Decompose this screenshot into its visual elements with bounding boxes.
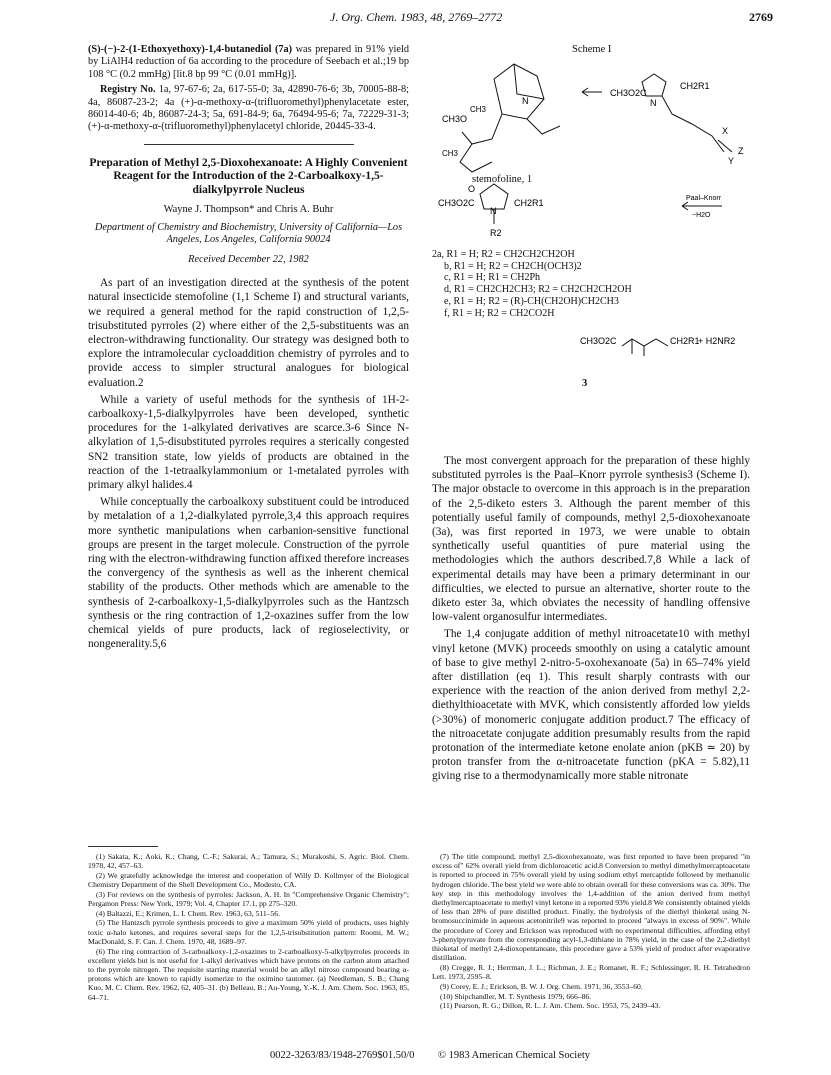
journal-citation: J. Org. Chem. 1983, 48, 2769–2772 bbox=[330, 10, 503, 24]
footnote-rule bbox=[88, 846, 158, 847]
footnote: (3) For reviews on the synthesis of pyrroles: Jackson, A. H. In "Comprehensive Organic Chemistry"; Pergamon Press: New York, 1979; Vol. 4, Chapter 17.1, pp 275–320. bbox=[88, 889, 409, 909]
compound-entry: e, R1 = H; R2 = (R)-CH(CH2OH)CH2CH3 bbox=[444, 295, 619, 307]
footnote: (4) Baltazzi, E.; Krimen, L. I. Chem. Rev. 1963, 63, 511–56. bbox=[96, 908, 280, 918]
registry-label: Registry No. bbox=[100, 84, 156, 96]
article-code: 0022-3263/83/1948-2769$01.50/0 bbox=[270, 1050, 415, 1061]
compound-entry: b, R1 = H; R2 = CH2CH(OCH3)2 bbox=[444, 260, 582, 272]
oxygen-label: O bbox=[468, 184, 476, 194]
copyright: © 1983 American Chemical Society bbox=[438, 1050, 591, 1061]
body-paragraph: While conceptually the carboalkoxy substituent could be introduced by metalation of a 1,2-dialkylated pyrrole,3,4 this approach requires more synthetic manipulations when carbanion-sensitive functional groups are present in the target molecule. Construction of the pyrrole ring with the electron-withdrawing function affixed therefore increases the convergency of the synthesis as well as the inherent chemical stability of the products. Other methods which are amenable to the synthesis of 2-carboalkoxy-1,5-dialkylpyrroles such as the Hantzsch synthesis or the ring contraction of 1,2-oxazines suffer from the low chemical yields of pure products, lack of regioselectivity, or nongenerality.5,6 bbox=[88, 496, 409, 651]
ester-label-2: CH3O2C bbox=[438, 198, 475, 208]
compound-entry: f, R1 = H; R2 = CH2CO2H bbox=[444, 307, 555, 319]
body-paragraph: While a variety of useful methods for the synthesis of 1H-2-carboalkoxy-1,5-dialkylpyrroles have been developed, synthetic procedures for the 1-alkylated derivatives are scarce.3-6 Since N-alkylation of 1,5-disubstituted pyrroles requires a sterically congested SN2 transition state, low yields of products are obtained in the reaction of the 1-tetraalkylammonium or 1-metalated pyrroles with primary alkyl halides.4 bbox=[88, 393, 409, 491]
footnote: (6) The ring contraction of 3-carboalkoxy-1,2-oxazines to 2-carboalkoxy-5-alkylpyrroles proceeds in excellent yields but is not useful for 1-alkyl derivatives which have protons on the carbon atom attached to the pyrrole nitrogen. The requisite starting material would be an alkyl nitroso compound bearing α-protons which are known to rapidly isomerize to the oximino tautomer. (a) Needleman, S. B.; Chang Kuo, M. C. Chem. Rev. 1962, 62, 405–31. (b) Belleau, B.; Au-Young, Y.-K. J. Am. Chem. Soc. 1963, 85, 64–71. bbox=[88, 946, 409, 1002]
nitrogen-label: N bbox=[522, 96, 529, 106]
footnote: (8) Cregge, R. J.; Herrman, J. L.; Richman, J. E.; Romanet, R. F.; Schlessinger, R. H. Tetrahedron Lett. 1973, 2595–8. bbox=[432, 962, 750, 982]
ch2r1-label: CH2R1 bbox=[680, 81, 710, 91]
ch2r1-label-2: CH2R1 bbox=[514, 198, 544, 208]
nitrogen-label-2: N bbox=[650, 98, 657, 108]
left-column bbox=[88, 44, 409, 654]
article-affiliation: Department of Chemistry and Biochemistry, University of California—Los Angeles, Los Angeles, California 90024 bbox=[94, 221, 403, 245]
received-date: Received December 22, 1982 bbox=[188, 253, 309, 265]
y-label: Y bbox=[728, 156, 735, 166]
compound-entry: d, R1 = CH2CH2CH3; R2 = CH2CH2CH2OH bbox=[444, 284, 632, 296]
scheme-title: Scheme I bbox=[572, 44, 612, 55]
compound-entry: c, R1 = H; R1 = CH2Ph bbox=[444, 272, 541, 284]
compound-3-label: 3 bbox=[582, 378, 588, 389]
footnote: (9) Corey, E. J.; Erickson, B. W. J. Org. Chem. 1971, 36, 3553–60. bbox=[440, 981, 643, 991]
footnote: (2) We gratefully acknowledge the interest and cooperation of Willy D. Kollmyer of the Biological Chemistry Department of the Shell Development Co., Modesto, CA. bbox=[88, 870, 409, 890]
body-paragraph: As part of an investigation directed at the synthesis of the potent natural insecticide stemofoline (1,1 Scheme I) and structural variants, we required a general method for the rapid construction of 1,2,5-trisubstituted pyrroles (2) where either of the 2,5-substituents was an electron-withdrawing functionality. Our strategy was designed both to explore the intramolecular cycloaddition chemistry of pyrroles and to provide access to simpler structural analogues for biological evaluation.2 bbox=[88, 277, 409, 389]
compound-name: (S)-(−)-2-(1-Ethoxyethoxy)-1,4-butanediol (7a) bbox=[88, 44, 293, 55]
ester-label-3: CH3O2C bbox=[580, 336, 617, 346]
footnotes-right bbox=[432, 852, 750, 1011]
ch3-label: CH3 bbox=[470, 105, 487, 114]
prev-article-paragraph bbox=[88, 44, 409, 81]
article-authors: Wayne J. Thompson* and Chris A. Buhr bbox=[163, 204, 334, 216]
scheme-1 bbox=[432, 44, 750, 454]
nitrogen-label-3: N bbox=[490, 206, 497, 216]
body-paragraph: The 1,4 conjugate addition of methyl nitroacetate10 with methyl vinyl ketone (MVK) proceeds smoothly on using a catalytic amount of base to give methyl 2-nitro-5-oxohexanoate (5a) in 65–74% yield after distillation (eq 1). This result sharply contrasts with our experience with the reaction of the anion derived from methyl 2,2-diethylthioacetate with MVK, which consistently afforded low yields (>30%) of monomeric conjugate addition product.7 The efficacy of the nitroacetate conjugate addition presumably results from the rapid protonation of the intermediate ketone enolate anion (pKB ≃ 20) by proton transfer from the α-nitroacetate function (pKA = 5.82),11 giving rise to a thermodynamically more stable nitronate bbox=[432, 628, 750, 783]
r2-label: R2 bbox=[490, 228, 502, 238]
right-body bbox=[432, 454, 750, 784]
compound-list bbox=[432, 249, 632, 319]
footnote: (11) Pearson, R. G.; Dillon, R. L. J. Am. Chem. Soc. 1953, 75, 2439–43. bbox=[440, 1001, 661, 1011]
amine-label: + H2NR2 bbox=[698, 336, 736, 346]
footnote: (1) Sakata, K.; Aoki, K.; Chang, C.-F.; Sakurai, A.; Tamura, S.; Murakoshi, S. Agric. Biol. Chem. 1978, 42, 457–63. bbox=[88, 852, 409, 871]
page-number: 2769 bbox=[749, 10, 773, 24]
footnotes-left bbox=[88, 852, 409, 1002]
left-body bbox=[88, 276, 409, 651]
ch3o-label: CH3O bbox=[442, 114, 468, 124]
running-header bbox=[0, 10, 831, 26]
ch2r1-label-3: CH2R1 bbox=[670, 336, 700, 346]
ester-label: CH3O2C bbox=[610, 88, 647, 98]
right-column bbox=[432, 44, 750, 787]
scheme-drawing bbox=[432, 44, 750, 444]
footnote: (10) Shipchandler, M. T. Synthesis 1979, 666–86. bbox=[440, 991, 592, 1001]
x-label: X bbox=[722, 126, 729, 136]
footnote: (5) The Hantzsch pyrrole synthesis proceeds to give a maximum 50% yield of products, uses highly toxic α-halo ketones, and requires several steps for the 1,2,5-trisubstitution pattern: Roomi, M. W.; MacDonald, S. F. Can. J. Chem. 1970, 48, 1689–97. bbox=[88, 918, 409, 946]
paal-knorr-label: Paal–Knorr bbox=[686, 195, 722, 202]
z-label: Z bbox=[738, 146, 744, 156]
compound-entry: 2a, R1 = H; R2 = CH2CH2CH2OH bbox=[432, 249, 575, 260]
article-title: Preparation of Methyl 2,5-Dioxohexanoate: A Highly Convenient Reagent for the Introduction of the 2-Carboalkoxy-1,5-dialkylpyrrole Nucleus bbox=[89, 156, 408, 196]
footnote: (7) The title compound, methyl 2,5-dioxohexanoate, was first reported to have been prepared "in excess of" 62% overall yield from dichloroacetic acid.8 Conversion to methyl dimethylmercaptoacetate is reported to proceed in 75% overall yield by using sodium ethyl mercaptide followed by methanolic hydrogen chloride. The best yield we were able to obtain overall for these conversions was ca. 30%. The key step in this methodology involves the 1,4-addition of the anion derived from methyl diethylmercaptoacetate to methyl vinyl ketone in a reported 93% yield.8 We consistently obtained yields of less than 28% of pure distilled product. Finally, the hydrolysis of the diethyl thioketal using N-bromosuccinimide in aqueous acetonitrile9 was reported to proceed "always in excess of 90%". While the procedure of Corey and Erickson was reproduced with no experimental difficulties, affording ethyl 3-phenylpyruvate from the corresponding acyl-1,3-dithiane in 78% yield, in the case of the 2,2-diethyl thioketal of methyl 2,4-dioxopentanoate, this procedure gave a 53% yield of product after evaporative distillation. bbox=[432, 852, 750, 963]
registry-text: 1a, 97-67-6; 2a, 617-55-0; 3a, 42890-76-6; 3b, 70005-88-8; 4a, 86087-23-2; 4a (+)-α-methoxy-α-(trifluoromethyl)phenylacetate ester, 86014-40-6; 4b, 86087-24-3; 5a, 691-84-9; 6a, 76494-95-6; 7a, 72229-31-3; (+)-α-methoxy-α-(trifluoromethyl)phenylacetyl chloride, 20445-33-4. bbox=[88, 84, 409, 133]
article-separator bbox=[144, 144, 354, 145]
body-paragraph: The most convergent approach for the preparation of these highly substituted pyrroles is the Paal–Knorr pyrrole synthesis3 (Scheme I). The major obstacle to overcome in this approach is in the preparation of the 2,5-diketo esters 3. Although the parent member of this potentially useful family of compounds, methyl 2,5-dioxohexanoate (3a), was first reported in 1973, we were unable to obtain synthetically useful quantities of pure material using the methodologies which the authors described.7,8 While a lack of experimental details may have been a primary determinant in our difficulties, we elected to pursue an alternative, shorter route to the diketo ester 3a, which obviates the necessity of handling offensive low-valent organosulfur intermediates. bbox=[432, 455, 750, 624]
registry-paragraph bbox=[88, 84, 409, 134]
ch3-label-2: CH3 bbox=[442, 149, 459, 158]
water-loss-label: −H2O bbox=[692, 212, 711, 219]
stemofoline-label: stemofoline, 1 bbox=[472, 174, 533, 185]
prev-article-text: was prepared in 91% yield by LiAlH4 reduction of 6a according to the procedure of Seebach et al.;19 bp 108 °C (0.2 mmHg) [lit.8 bp 99 °C (0.01 mmHg)]. bbox=[88, 44, 409, 80]
